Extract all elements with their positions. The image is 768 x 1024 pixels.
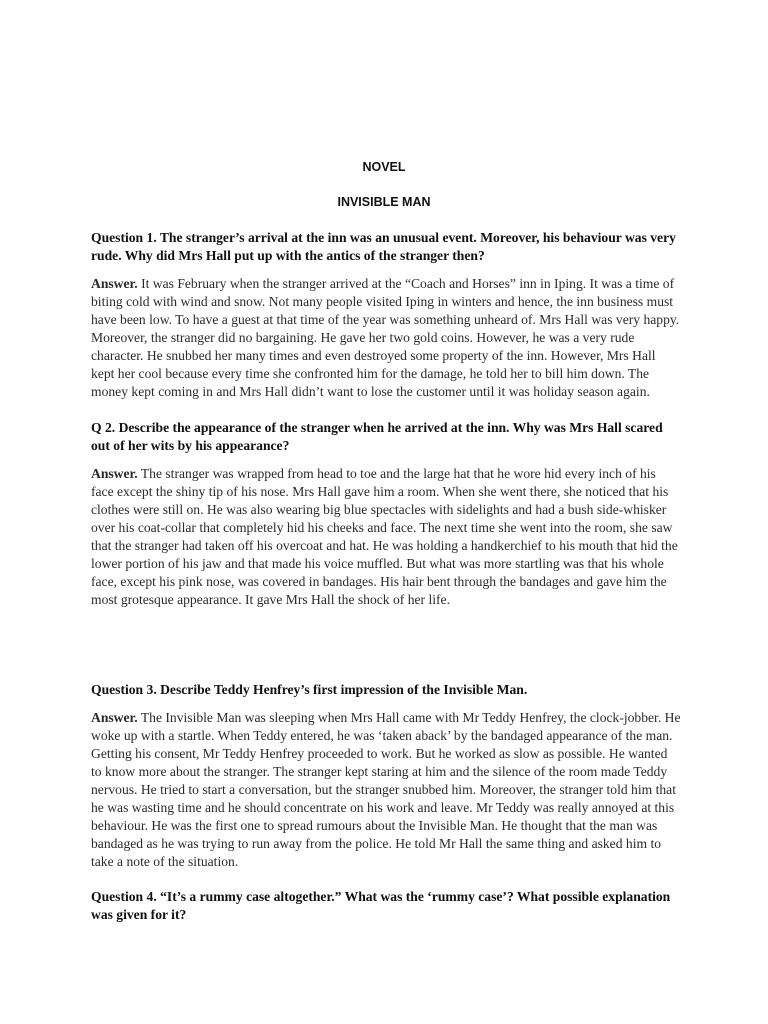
answer-label: Answer. [91, 466, 138, 481]
section-heading: NOVEL [362, 160, 406, 174]
answer-block-3 [91, 709, 681, 871]
answer-block-2 [91, 465, 681, 609]
answer-label: Answer. [91, 710, 138, 725]
question-text: Question 3. Describe Teddy Henfrey’s first impression of the Invisible Man. [91, 682, 528, 697]
question-text: Question 4. “It’s a rummy case altogether.” What was the ‘rummy case’? What possible explanation was given for it? [91, 889, 671, 922]
answer-text [91, 709, 681, 871]
question-block-4 [91, 888, 681, 924]
answer-body: The stranger was wrapped from head to toe and the large hat that he wore hid every inch of his face except the shiny tip of his nose. Mrs Hall gave him a room. When she went there, she noticed that his clothes were still on. He was also wearing big blue spectacles with sidelights and had a bush side-whisker over his coat-collar that completely hid his cheeks and face. The next time she went into the room, she saw that the stranger had taken off his overcoat and hat. He was holding a handkerchief to his mouth that hid the lower portion of his jaw and that made his voice muffled. But what was more startling was that his whole face, except his pink nose, was covered in bandages. His hair bent through the bandages and gave him the most grotesque appearance. It gave Mrs Hall the shock of her life. [91, 466, 678, 607]
answer-text [91, 275, 681, 401]
answer-body: The Invisible Man was sleeping when Mrs Hall came with Mr Teddy Henfrey, the clock-jobber. He woke up with a startle. When Teddy entered, he was ‘taken aback’ by the bandaged appearance of the man. Getting his consent, Mr Teddy Henfrey proceeded to work. But he worked as slow as possible. He wanted to know more about the stranger. The stranger kept staring at him and the silence of the room made Teddy nervous. He tried to start a conversation, but the stranger snubbed him. Moreover, the stranger told him that he was wasting time and he should concentrate on his work and leave. Mr Teddy was really annoyed at this behaviour. He was the first one to spread rumours about the Invisible Man. He thought that the man was bandaged as he was trying to run away from the police. He told Mr Hall the same thing and asked him to take a note of the situation. [91, 710, 681, 869]
answer-text [91, 465, 681, 609]
document-title: INVISIBLE MAN [337, 195, 431, 209]
answer-block-1 [91, 275, 681, 401]
question-block-1 [91, 229, 681, 265]
question-text: Question 1. The stranger’s arrival at the inn was an unusual event. Moreover, his behaviour was very rude. Why did Mrs Hall put up with the antics of the stranger then? [91, 230, 676, 263]
question-block-3 [91, 681, 681, 699]
answer-body: It was February when the stranger arrived at the “Coach and Horses” inn in Iping. It was a time of biting cold with wind and snow. Not many people visited Iping in winters and hence, the inn business must have been low. To have a guest at that time of the year was something unheard of. Mrs Hall was very happy. Moreover, the stranger did no bargaining. He gave her two gold coins. However, he was a very rude character. He snubbed her many times and even destroyed some property of the inn. However, Mrs Hall kept her cool because every time she confronted him for the damage, he told her to bill him down. The money kept coming in and Mrs Hall didn’t want to lose the customer until it was holiday season again. [91, 276, 680, 399]
question-block-2 [91, 419, 681, 455]
answer-label: Answer. [91, 276, 138, 291]
question-text: Q 2. Describe the appearance of the stranger when he arrived at the inn. Why was Mrs Hall scared out of her wits by his appearance? [91, 420, 663, 453]
